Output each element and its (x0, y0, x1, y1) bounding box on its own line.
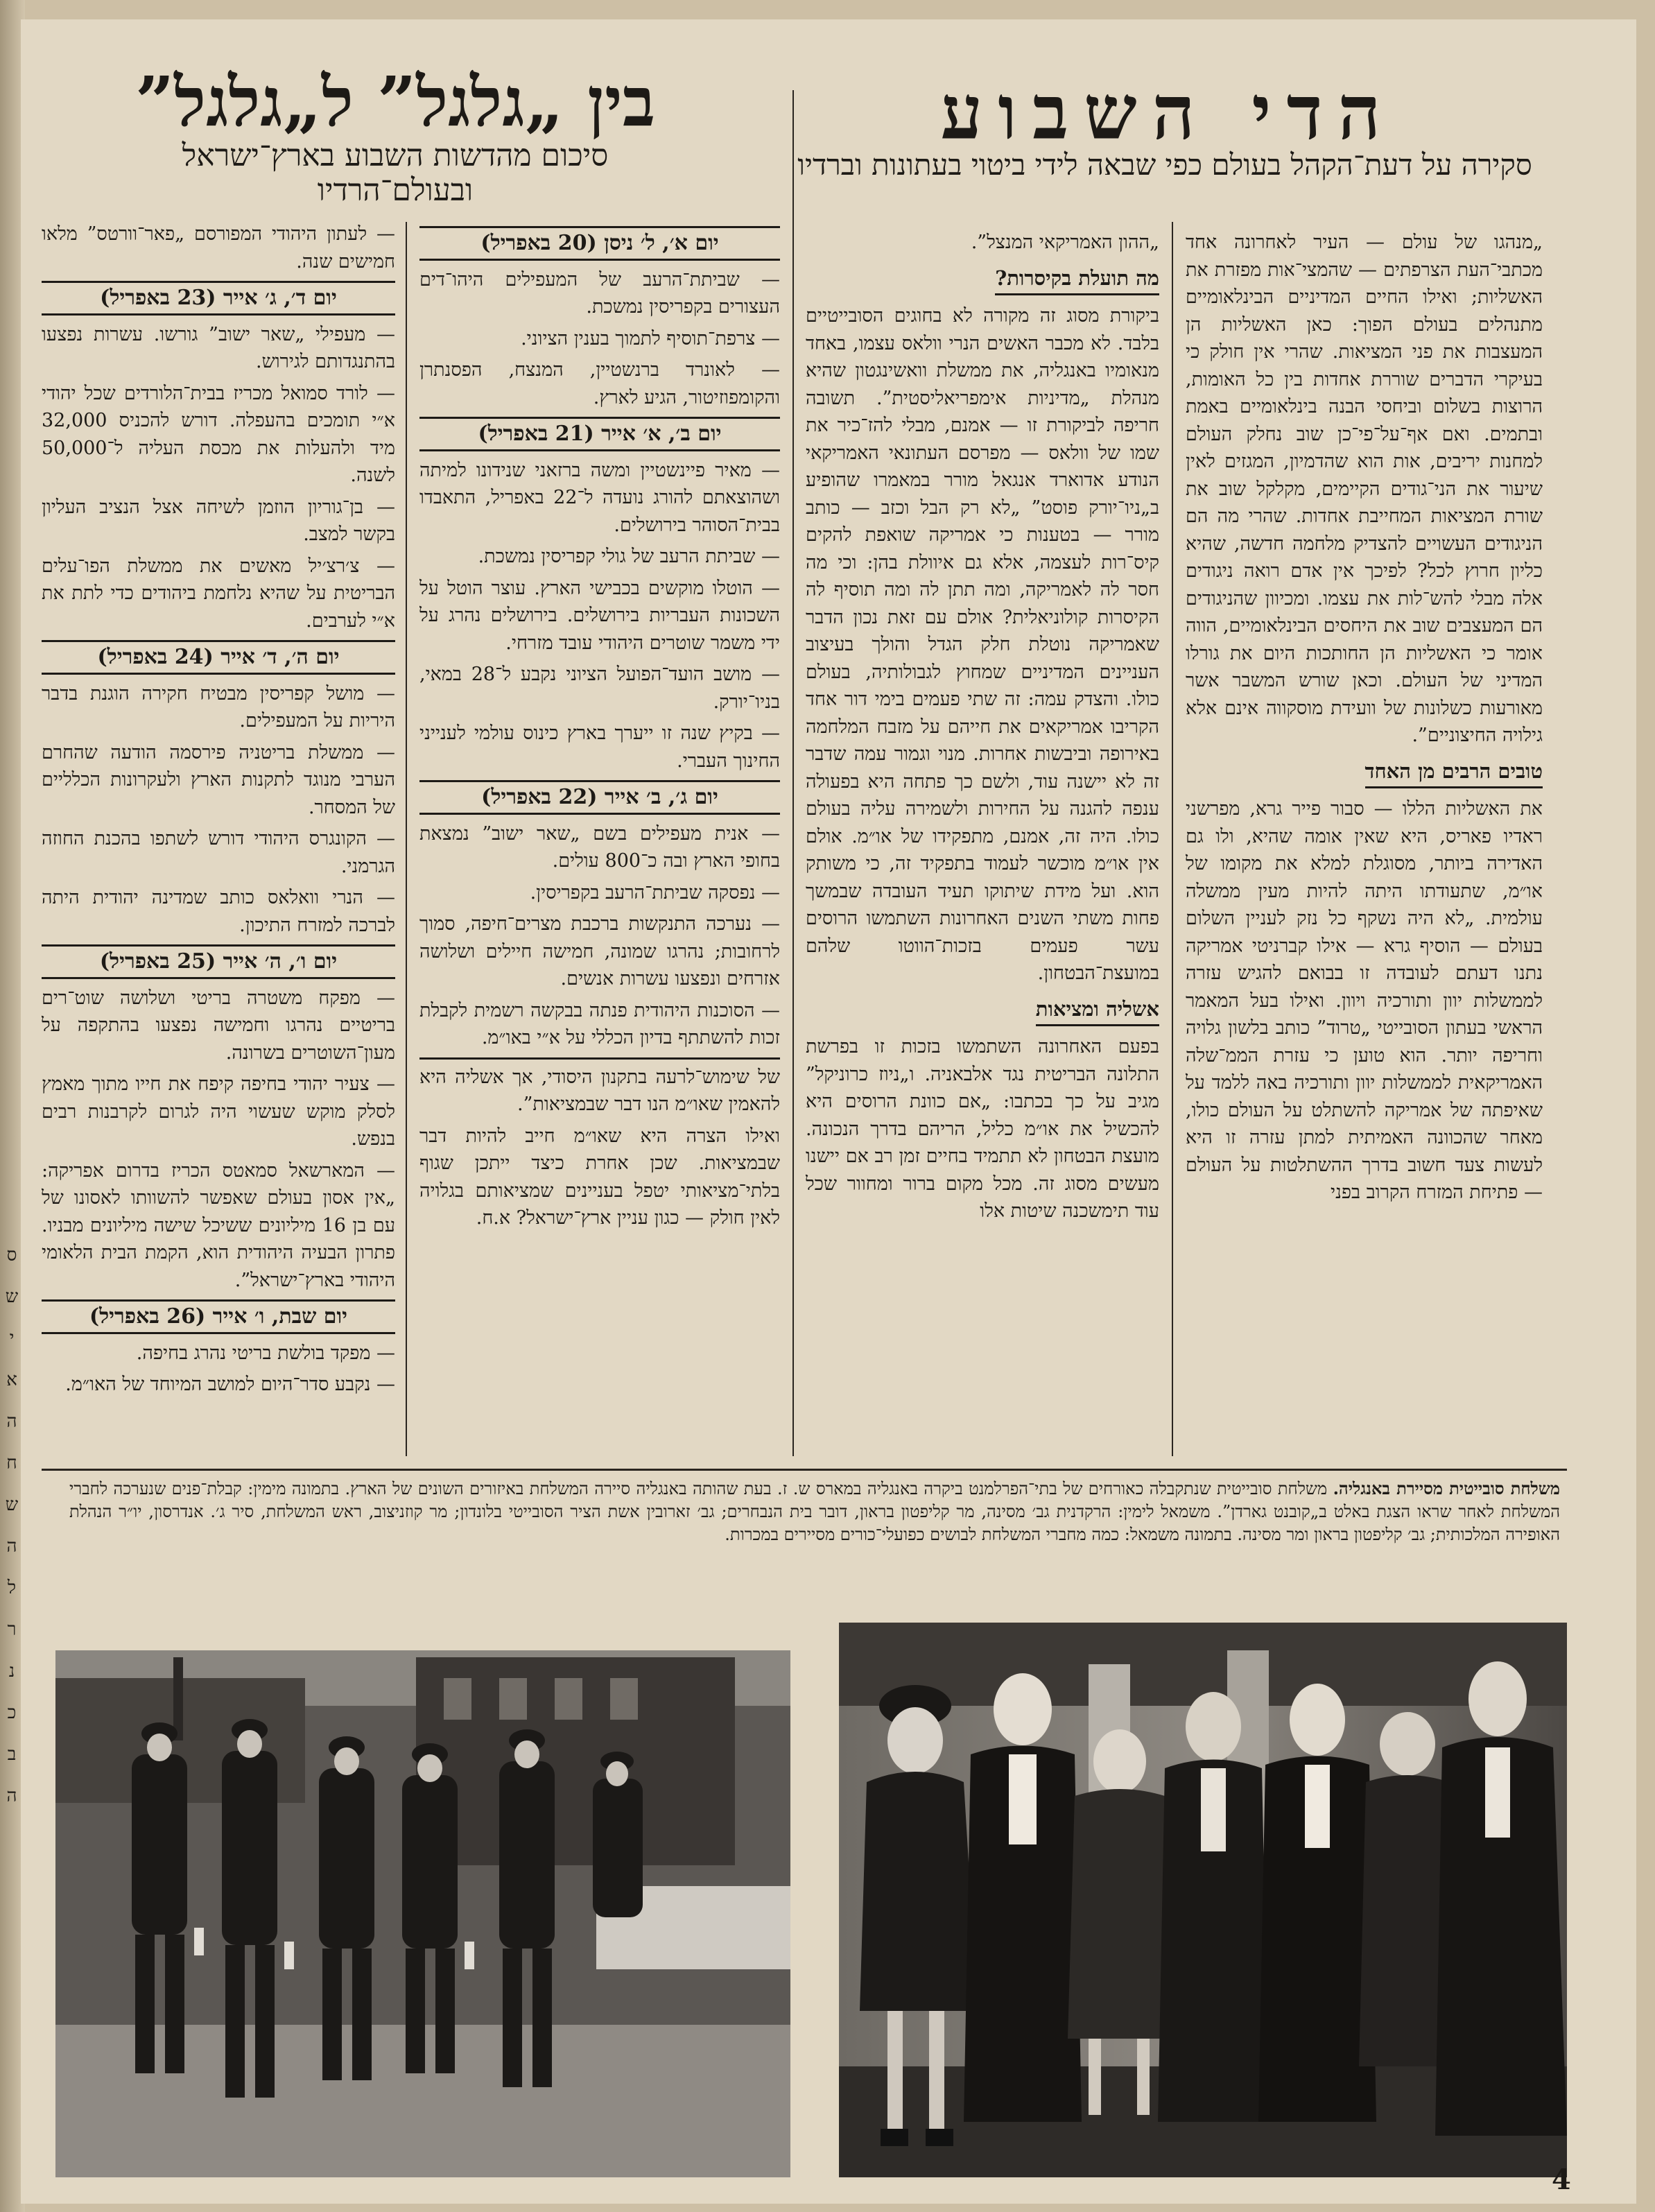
news-item: — בקיץ שנה זו ייערך בארץ כינוס עולמי לענייני החינוך העברי. (419, 723, 780, 772)
margin-letter: ר (7, 1619, 17, 1640)
news-item: — הקונגרס היהודי דורש לשתפו בהכנת החוזה הגרמני. (42, 828, 395, 877)
miners-photo-image (55, 1650, 790, 2177)
news-item: — לאונרד ברנשטיין, המנצח, הפסנתרן והקומפוזיטור, הגיע לארץ. (419, 359, 780, 408)
article-column-1 (1186, 229, 1543, 1456)
column-rule (792, 90, 794, 1456)
news-column-3 (419, 221, 780, 1462)
margin-letter: ס (6, 1245, 17, 1265)
paragraph: „מנהגו של עולם — העיר לאחרונה אחד מכתבי־העת הצרפתים — שהמצי־אות מפזרת את האשליות; ואילו החיים המדיניים הבינלאומיים מתנהלים בעולם הפוך: כאן האשליות הן המעצבות את פני המציאות. שהרי אין חולק כי בעיקרי הדברים שוררת אחדות בין כל האומות, הרוצות בשלום וביחסי הבנה בינלאומיים באמת ובתמים. ואם אף־על־פי־כן שוב נחלק העולם למחנות יריבים, אות הוא שהדמיון, המגזים לאין שיעור את הני־גודים הקיימים, מקלקל שוב את שורת המציאות המחייבת אחדות. שהרי מה הם הניגודים העשויים להצדיק מלחמה חדשה, שהיא כליון חרוץ לכל? לפיכך אין אדם רואה ניגודים אלה מבלי להש־לות את עצמו. ומכיוון שהניגודים הם המעצבים שוב את היחסים הבינלאומיים, הווה אומר כי האשליות הן החותכות היום את גורלו המדיני של העולם. וכאן שורש המשבר אשר מאורעות כשלונות של וועידת מוסקווה אינם אלא גילויה החיצוניים”. (1186, 232, 1543, 746)
news-item: — שביתת הרעב של גולי קפריסין נמשכת. (478, 546, 780, 567)
day-heading: יום ה׳, ד׳ אייר (24 באפריל) (42, 640, 395, 675)
article-column-2 (806, 229, 1159, 1456)
miners-photo (55, 1650, 790, 2177)
margin-letters (1, 1234, 22, 1817)
news-item: — צרפת־תוסיף לתמוך בענין הציוני. (521, 327, 780, 349)
left-article-title: הדי השבוע (940, 69, 1396, 157)
paragraph: בפעם האחרונה השתמשו בזכות זו בפרשת התלונה הבריטית נגד אלבאניה. ו„ניוז כרוניקל” מגיב על כך בכתבו: „אם כוונת הרוסים היא להכשיל את או״מ כליל, הריהם בדרך הנכונה. מועצת הבטחון לא תתמיד בחיים זמן רב אם יישנו מעשים מסוג זה. מכל מקום ברור ומחוור שכל עוד תימשכנה שיטות אלו (806, 1036, 1159, 1222)
section-subhead: טובים הרבים מן האחד (1365, 758, 1543, 789)
margin-letter: ב (7, 1744, 17, 1765)
right-article-subtitle-1: סיכום מהדשות השבוע בארץ־ישראל (182, 138, 609, 173)
caption-lead: משלחת סובייטית מסיירת באנגליה. (1333, 1478, 1560, 1498)
left-article-subtitle: סקירה על דעת־הקהל בעולם כפי שבאה לידי ביטוי בעתונות וברדיו (797, 148, 1532, 182)
right-article-subtitle-2: ובעולם־הרדיו (317, 173, 474, 208)
paragraph: ואילו הצרה היא שאו״מ חייב להיות דבר שבמציאות. שכן אחרת כיצד ייתכן שגוף בלתי־מציאותי יטפל בעניינים שמציאותם בגלויה לאין חולק — כגון עניין ארץ־ישראל? א.ח. (419, 1125, 780, 1229)
page-number: 4 (1552, 2163, 1571, 2196)
reception-photo (839, 1623, 1567, 2177)
news-item: — בן־גוריון הוזמן לשיחה אצל הנציב העליון בקשר למצב. (42, 496, 395, 545)
caption-text: משלחת סובייטית שנתקבלה כאורחים של בתי־הפרלמנט ביקרה באנגליה במארס ש. ז. בעת שהותה באנגליה סיירה המשלחת באיזורים השונים של הארץ. בתמונה מימין: קבלת־פנים שנערכה לחברי המשלחת לאחר שראו הצגת באלט ב„קובנט גארדן”. משמאל לימין: הרקדנית גב׳ מסינה, מר קליפטון בראון, דובר בית הנבחרים; גב׳ זארובין אשת הציר הסובייטי בלונדון; מר קוזניצוב, ראש המשלחת, סיר ג׳. אנדרסון, יו״ר הנהלת האופירה המלכותית; גב׳ קליפטון בראון ומר מסינה. בתמונה משמאל: כמה מחברי המשלחת לבושים כפועלי־כורים מסיירים במכרות. (69, 1479, 1560, 1544)
column-rule (1172, 222, 1173, 1456)
day-heading: יום א׳, ל׳ ניסן (20 באפריל) (419, 226, 780, 261)
news-item: — ממשלת בריטניה פירסמה הודעה שהחרם הערבי מנוגד לתקנות הארץ ולעקרונות הכלליים של המסחר. (42, 741, 395, 818)
news-item: — מפקח משטרה בריטי ושלושה שוט־רים בריטיים נהרגו וחמישה נפצעו בהתקפה על מעון־השוטרים בשרונה. (42, 987, 395, 1064)
divider (419, 1057, 780, 1060)
margin-letter: ש (5, 1494, 19, 1515)
margin-letter: ח (6, 1453, 17, 1474)
news-item: — צעיר יהודי בחיפה קיפח את חייו מתוך מאמץ לסלק מוקש שעשוי היה לגרום לקרבנות רבים בנפש. (42, 1073, 395, 1150)
day-heading: יום ו׳, ה׳ אייר (25 באפריל) (42, 944, 395, 979)
margin-letter: א (6, 1369, 17, 1390)
news-item: — נערכה התנקשות ברכבת מצרים־חיפה, סמוך לרחובות; נהרגו שמונה, חמישה חיילים ושלושה אזרחים ונפצעו עשרות אנשים. (419, 913, 780, 990)
news-item: — הסוכנות היהודית פנתה בבקשה רשמית לקבלת זכות להשתתף בדיון הכללי על א״י באו״מ. (419, 999, 780, 1048)
paragraph: של שימוש־לרעה בתקנון היסודי, אך אשליה היא להאמין שאו״מ הנו דבר שבמציאות”. (419, 1066, 780, 1115)
news-item: — נפסקה שביתת־הרעב בקפריסין. (530, 881, 780, 904)
section-subhead: אשליה ומציאות (1036, 996, 1159, 1027)
paragraph: ביקורת מסוג זה מקורה לא בחוגים הסובייטיים בלבד. לא מכבר האשים הנרי וולאס עצמו, באחד מנאומיו באנגליה, את ממשלת וואשינגטון שהיא מנהלת „מדיניות אימפריאליסטית”. תשובה חריפה לביקורת זו — אמנם, מבלי להז־כיר את שמו של וולאס — מפרסם העתונאי האמריקאי הנודע אדוארד אנגאל מורר במאמרו שהופיע ב„ניו־יורק פוסט” „לא רק הבל וכזב — כותב מורר — בטענות כי אמריקה שואפת להקים קיס־רות לעצמה, אלא גם איוולת בהן: וכי מה חסר לה לאמריקה, ומה תתן לה ומה תוסיף לה הקיסרות קולוניאלית? אולם עם זאת נכון הדבר שאמריקה נוטלת חלק הגדל והולך בעיצוב העניינים המדיניים שמחוץ לגבולותיה, בעולם כולו. והצדק עמה: זה שתי פעמים בימי דור אחד הקריבו אמריקאים את חייהם על מזבח המלחמה באירופה וביבשות אחרות. מנוי וגמור עמה שדבר זה לא יישנה עוד, ולשם כך פתחה היא בפעולה ענפה להגנה על החירות ולשמירה עליה בעולם כולו. היה זה, אמנם, מתפקידו של או״מ. אולם אין או״מ מוכשר לעמוד בתפקיד זה, כי משותק הוא. ועל מידת שיתוקו תעיד העובדה שבמשך פחות משתי השנים האחרונות השתמשו הרוסים עשר פעמים בזכות־הווטו שלהם במועצת־הבטחון. (806, 305, 1159, 984)
news-item: — מפקד בולשת בריטי נהרג בחיפה. (136, 1342, 395, 1364)
margin-letter: ה (6, 1786, 17, 1806)
column-rule (406, 222, 407, 1456)
margin-letter: נ (8, 1661, 15, 1682)
news-item: — מושב הועד־הפועל הציוני נקבע ל־28 במאי, בניו־יורק. (419, 664, 780, 713)
reception-photo-image (839, 1623, 1567, 2177)
photo-caption (69, 1477, 1560, 1616)
news-item: — צ׳רצ׳יל מאשים את ממשלת הפו־עלים הבריטית על שהיא נלחמת ביהודים כדי לתת את א״י לערבים. (42, 555, 395, 632)
margin-letter: ה (6, 1536, 17, 1557)
section-subhead: מה תועלת בקיסרות? (995, 265, 1159, 296)
margin-letter: ש (5, 1286, 19, 1307)
day-heading: יום שבת, ו׳ אייר (26 באפריל) (42, 1299, 395, 1334)
news-item: — לעתון היהודי המפורסם „פאר־וורטס” מלאו חמישים שנה. (42, 223, 395, 273)
news-item: — המארשאל סמאטס הכריז בדרום אפריקה: „אין אסון בעולם שאפשר להשוותו לאסונו של עם בן 16 מיליונים ששיכל שישה מיליונים מבניו. פתרון הבעיה היהודית הוא, הקמת הבית הלאומי היהודי בארץ־ישראל”. (42, 1159, 395, 1291)
news-item: — לורד סמואל מכריז בבית־הלורדים שכל יהודי א״י תומכים בהעפלה. דורש להכניס 32,000 מיד ולהעלות את מכסת העליה ל־50,000 לשנה. (42, 382, 395, 486)
margin-letter: ה (6, 1411, 17, 1432)
news-item: — מאיר פיינשטיין ומשה ברזאני שנידונו למיתה ושהוצאתם להורג נועדה ל־22 באפריל, התאבדו בבית־הסוהר בירושלים. (419, 459, 780, 536)
day-heading: יום ב׳, א׳ אייר (21 באפריל) (419, 417, 780, 451)
day-heading: יום ד׳, ג׳ אייר (23 באפריל) (42, 281, 395, 316)
day-heading: יום ג׳, ב׳ אייר (22 באפריל) (419, 780, 780, 815)
paragraph: „ההון האמריקאי המנצל”. (971, 232, 1159, 253)
margin-letter: כ (7, 1702, 17, 1723)
news-item: — שביתת־הרעב של המעפילים היהו־דים העצורים בקפריסין נמשכת. (419, 268, 780, 318)
news-item: — נקבע סדר־היום למושב המיוחד של האו״מ. (65, 1374, 395, 1395)
news-item: — אנית מעפילים בשם „שאר ישוב” נמצאת בחופי הארץ ובה כ־800 עולים. (419, 822, 780, 872)
paragraph: את האשליות הללו — סבור פייר גרא, מפרשני ראדיו פאריס, היא שאין אומה שהיא, ולו גם האדירה ביותר, מסוגלת למלא את מקומו של או״מ, שתעודתו היתה להיות מעין ממשלה עולמית. „לא היה נשקף כל נזק לעניין השלום בעולם — הוסיף גרא — אילו קברניטי אמריקה נתנו דעתם לעובדה זו בבואם להגיש עזרה לממשלות יוון ותורכיה ויוון. ואילו בעל המאמר הראשי בעתון הסובייטי „טרוד” כותב בלשון גלויה וחריפה יותר. הוא טוען כי עזרת הממ־שלה האמריקאית לממשלות יוון ותורכיה באה ללמד על שאיפתה של אמריקה להשתלט על העולם כולו, מאחר שהכוונה האמיתית למתן עזרה זו היא לעשות צעד חשוב בדרך ההשתלטות על העולם — פתיחת המזרח הקרוב בפני (1186, 798, 1543, 1203)
news-column-4 (42, 221, 395, 1462)
news-item: — הנרי וואלאס כותב שמדינה יהודית היתה לברכה למזרח התיכון. (42, 887, 395, 936)
caption-rule (42, 1469, 1567, 1471)
news-item: — מושל קפריסין מבטיח חקירה הוגנת בדבר היריות על המעפילים. (42, 682, 395, 732)
margin-letter: ל (7, 1578, 17, 1598)
news-item: — מעפילי „שאר ישוב” גורשו. עשרות נפצעו בהתנגדותם לגירוש. (42, 323, 395, 372)
margin-letter: י (9, 1328, 15, 1349)
right-article-title: בין „גלגל” ל„גלגל” (135, 62, 656, 142)
news-item: — הוטלו מוקשים בכבישי הארץ. עוצר הוטל על השכונות העבריות בירושלים. בירושלים נהרג על ידי משמר שוטרים היהודי עובד מזרחי. (419, 577, 780, 654)
